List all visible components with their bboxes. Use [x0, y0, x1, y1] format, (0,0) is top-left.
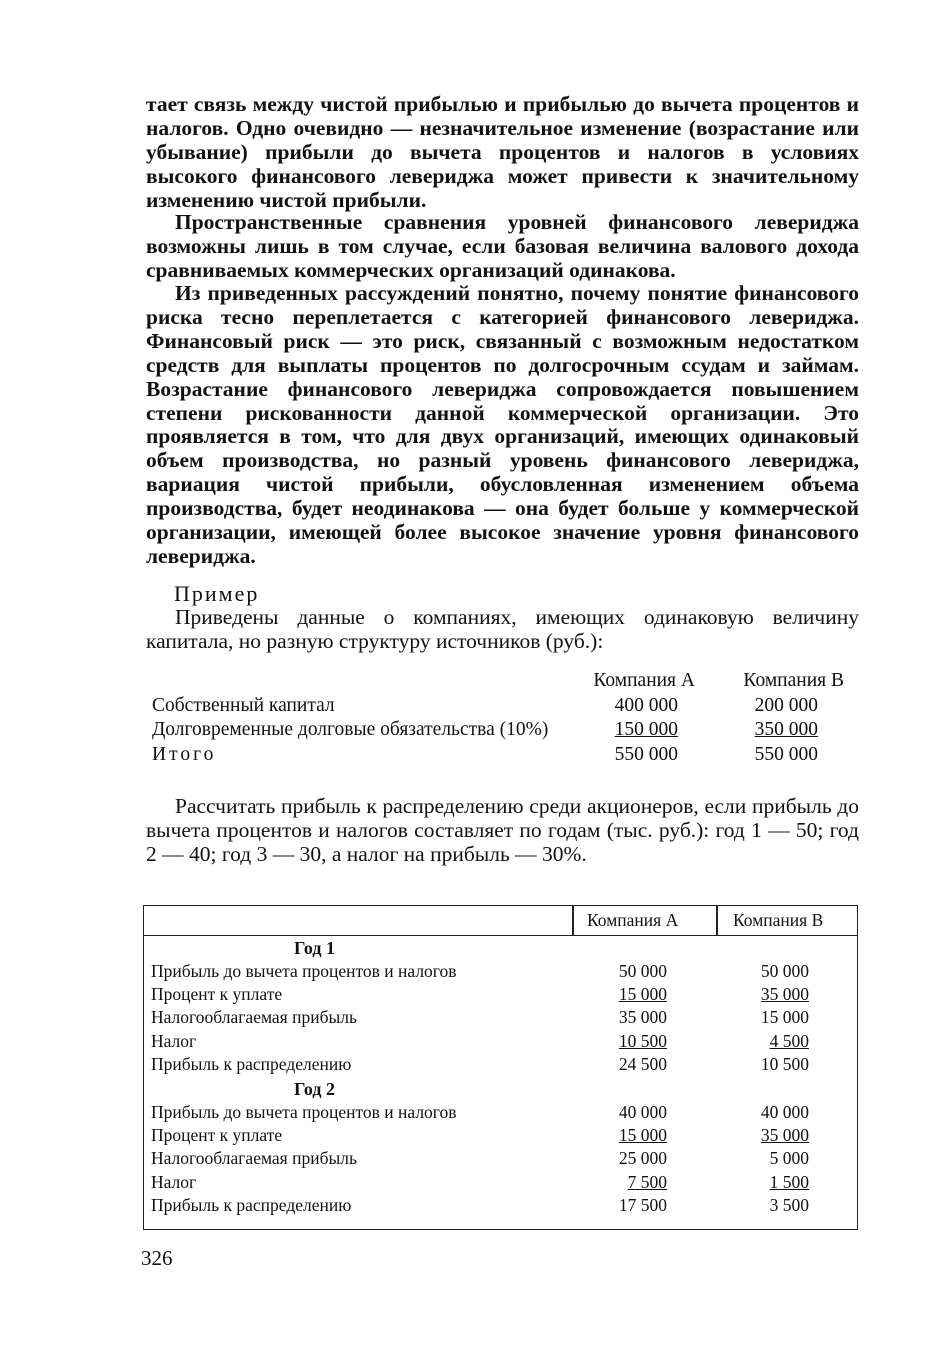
table-row	[148, 695, 862, 720]
result-col-b-header: Компания В	[733, 910, 824, 930]
paragraph-spatial-comparison: Пространственные сравнения уровней финансового левериджа возможны лишь в том случае, если базовая величина валового дохода сравниваемых коммерческих организаций одинакова.	[146, 210, 859, 282]
table-row	[144, 1125, 857, 1148]
value-company-a: 400 000	[614, 694, 678, 716]
result-table-header	[144, 906, 857, 936]
table-row	[144, 961, 857, 984]
paragraph-financial-risk: Из приведенных рассуждений понятно, почему понятие финансового риска тесно переплетается с категорией финансового левериджа. Финансовый риск — это риск, связанный с возможным недостатком средств для выплаты процентов по долгосрочным ссудам и займам. Возрастание финансового левериджа сопровождается повышением степени рискованности данной коммерческой организации. Это проявляется в том, что для двух организаций, имеющих одинаковый объем производства, но разный уровень финансового левериджа, вариация чистой прибыли, обусловленная изменением объема производства, будет неодинакова — она будет больше у коммерческой организации, имеющей более высокое значение уровня финансового левериджа.	[146, 281, 859, 568]
value-company-b: 350 000	[754, 719, 818, 740]
row-label: Процент к уплате	[151, 984, 283, 1005]
table-row	[148, 719, 862, 744]
value-company-b: 5 000	[769, 1148, 809, 1169]
table-row	[144, 1054, 857, 1077]
value-company-a: 15 000	[618, 984, 667, 1005]
value-company-b: 15 000	[760, 1007, 809, 1028]
value-company-a: 550 000	[614, 743, 678, 765]
capital-table-header	[148, 670, 862, 695]
paragraph-leverage-intro: тает связь между чистой прибылью и прибылью до вычета процентов и налогов. Одно очевидно — незначительное изменение (возрастание или убывание) прибыли до вычета процентов и налогов в условиях высокого финансового левериджа может привести к значительному изменению чистой прибыли.	[146, 92, 859, 212]
table-row	[144, 1195, 857, 1218]
table-row	[144, 1007, 857, 1030]
row-label: Итого	[152, 743, 217, 765]
paragraph-example-intro: Приведены данные о компаниях, имеющих одинаковую величину капитала, но разную структуру источников (руб.):	[146, 605, 859, 653]
value-company-b: 35 000	[760, 984, 809, 1005]
row-label: Прибыль до вычета процентов и налогов	[151, 1101, 457, 1122]
row-label: Прибыль к распределению	[151, 1194, 352, 1215]
year-title: Год 1	[294, 938, 335, 958]
year-2-heading	[144, 1077, 857, 1102]
profit-distribution-table	[143, 905, 858, 1230]
value-company-b: 550 000	[754, 743, 818, 765]
table-row	[148, 744, 862, 769]
table-row	[144, 1148, 857, 1171]
table-row	[144, 984, 857, 1007]
row-label: Налогооблагаемая прибыль	[151, 1148, 357, 1169]
capital-col-a-header: Компания А	[593, 670, 695, 691]
capital-structure-table	[148, 670, 862, 768]
row-label: Собственный капитал	[152, 694, 335, 716]
table-row	[144, 1172, 857, 1195]
value-company-b: 4 500	[769, 1030, 809, 1051]
row-label: Долговременные долговые обязательства (10%)	[152, 719, 549, 740]
page-number: 326	[141, 1246, 173, 1270]
capital-col-b-header: Компания В	[743, 670, 844, 691]
value-company-b: 40 000	[760, 1101, 809, 1122]
value-company-a: 15 000	[618, 1125, 667, 1146]
value-company-a: 25 000	[618, 1148, 667, 1169]
column-divider	[572, 906, 574, 935]
example-heading: Пример	[174, 581, 260, 606]
value-company-a: 10 500	[618, 1030, 667, 1051]
value-company-b: 10 500	[760, 1053, 809, 1074]
table-row	[144, 1102, 857, 1125]
paragraph-task: Рассчитать прибыль к распределению среди акционеров, если прибыль до вычета процентов и налогов составляет по годам (тыс. руб.): год 1 — 50; год 2 — 40; год 3 — 30, а налог на прибыль — 30%.	[146, 794, 859, 866]
table-row	[144, 1031, 857, 1054]
value-company-a: 40 000	[618, 1101, 667, 1122]
value-company-a: 17 500	[618, 1194, 667, 1215]
column-divider	[716, 906, 718, 935]
row-label: Налог	[151, 1030, 197, 1051]
year-1-heading	[144, 936, 857, 961]
value-company-a: 50 000	[618, 961, 667, 981]
value-company-a: 24 500	[618, 1053, 667, 1074]
row-label: Налог	[151, 1171, 197, 1192]
value-company-b: 3 500	[769, 1194, 809, 1215]
row-label: Прибыль до вычета процентов и налогов	[151, 961, 457, 981]
value-company-b: 200 000	[754, 694, 818, 716]
row-label: Процент к уплате	[151, 1125, 283, 1146]
value-company-b: 1 500	[769, 1171, 809, 1192]
row-label: Прибыль к распределению	[151, 1053, 352, 1074]
value-company-a: 150 000	[614, 719, 678, 740]
row-label: Налогооблагаемая прибыль	[151, 1007, 357, 1028]
value-company-a: 7 500	[627, 1171, 667, 1192]
result-col-a-header: Компания А	[587, 910, 679, 930]
value-company-b: 50 000	[760, 961, 809, 981]
value-company-b: 35 000	[760, 1125, 809, 1146]
year-title: Год 2	[294, 1078, 335, 1099]
value-company-a: 35 000	[618, 1007, 667, 1028]
